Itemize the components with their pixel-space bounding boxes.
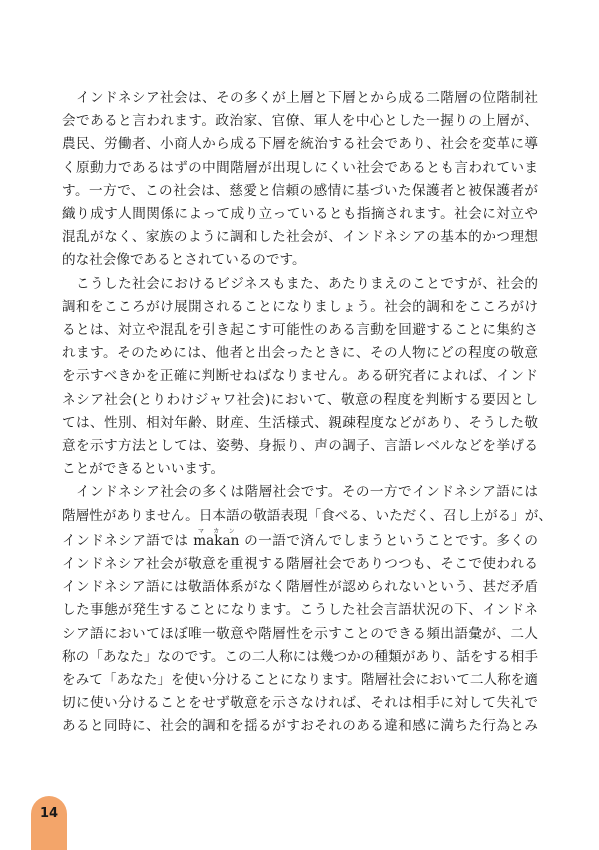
text-line: 混乱がなく、家族のように調和した社会が、インドネシアの基本的かつ理想 bbox=[62, 229, 538, 246]
text-line: 会であると言われます。政治家、官僚、軍人を中心とした一握りの上層が、 bbox=[62, 113, 538, 130]
ruby-line-before: インドネシア語では bbox=[62, 532, 194, 549]
paragraph-3 bbox=[62, 481, 552, 738]
ruby-line-after: の一語で済んでしまうということです。多くの bbox=[239, 532, 538, 549]
text-line: ことができるといいます。 bbox=[62, 461, 225, 478]
text-line: 称の「あなた」なのです。この二人称には幾つかの種類があり、話をする相手 bbox=[62, 648, 538, 665]
page-number: 14 bbox=[39, 806, 59, 821]
text-line: 的な社会像であるとされているのです。 bbox=[62, 252, 306, 269]
text-line: シア語においてほぼ唯一敬意や階層性を示すことのできる頻出語彙が、二人 bbox=[62, 625, 538, 642]
text-line: あると同時に、社会的調和を揺るがすおそれのある違和感に満ちた行為とみ bbox=[62, 718, 538, 735]
body-text bbox=[62, 87, 552, 739]
text-line: 階層性がありません。日本語の敬語表現「食べる、いただく、召し上がる」が、 bbox=[62, 507, 552, 524]
text-line: を示すべきかを正確に判断せねばなりません。ある研究者によれば、インド bbox=[62, 368, 538, 385]
text-line: をみて「あなた」を使い分けることになります。階層社会において二人称を適 bbox=[62, 672, 538, 689]
text-line: した事態が発生することになります。こうした社会言語状況の下、インドネ bbox=[62, 602, 538, 619]
text-line: インドネシア社会が敬意を重視する階層社会でありつつも、そこで使われる bbox=[62, 556, 538, 573]
text-line: れます。そのためには、他者と出会ったときに、その人物にどの程度の敬意 bbox=[62, 345, 538, 362]
ruby-annotation bbox=[193, 527, 240, 549]
text-line: 調和をこころがけ展開されることになりましょう。社会的調和をこころがけ bbox=[62, 298, 538, 315]
text-line: インドネシア社会の多くは階層社会です。その一方でインドネシア語には bbox=[76, 484, 538, 501]
ruby-reading: マカン bbox=[193, 527, 240, 535]
text-line: ネシア社会(とりわけジャワ社会)において、敬意の程度を判断する要因とし bbox=[62, 391, 538, 408]
text-line-with-ruby bbox=[62, 528, 538, 553]
text-line: 切に使い分けることをせず敬意を示さなければ、それは相手に対して失礼で bbox=[62, 695, 538, 712]
text-line: 意を示す方法としては、姿勢、身振り、声の調子、言語レベルなどを挙げる bbox=[62, 438, 538, 455]
text-line: るとは、対立や混乱を引き起こす可能性のある言動を回避することに集約さ bbox=[62, 322, 538, 339]
text-line: インドネシア社会は、その多くが上層と下層とから成る二階層の位階制社 bbox=[76, 90, 538, 106]
text-line: す。一方で、この社会は、慈愛と信頼の感情に基づいた保護者と被保護者が bbox=[62, 182, 538, 199]
ruby-word: makan bbox=[193, 532, 240, 549]
text-line: ては、性別、相対年齢、財産、生活様式、親疎程度などがあり、そうした敬 bbox=[62, 414, 538, 431]
paragraph-2 bbox=[62, 273, 538, 482]
text-line: く原動力であるはずの中間階層が出現しにくい社会であるとも言われていま bbox=[62, 159, 538, 176]
page-number-tab bbox=[31, 796, 67, 850]
text-line: インドネシア語には敬語体系がなく階層性が認められないという、甚だ矛盾 bbox=[62, 579, 538, 596]
text-line: 農民、労働者、小商人から成る下層を統治する社会であり、社会を変革に導 bbox=[62, 136, 538, 153]
text-line: こうした社会におけるビジネスもまた、あたりまえのことですが、社会的 bbox=[76, 275, 538, 292]
paragraph-1 bbox=[62, 87, 538, 273]
text-line: 織り成す人間関係によって成り立っているとも指摘されます。社会に対立や bbox=[62, 206, 538, 223]
